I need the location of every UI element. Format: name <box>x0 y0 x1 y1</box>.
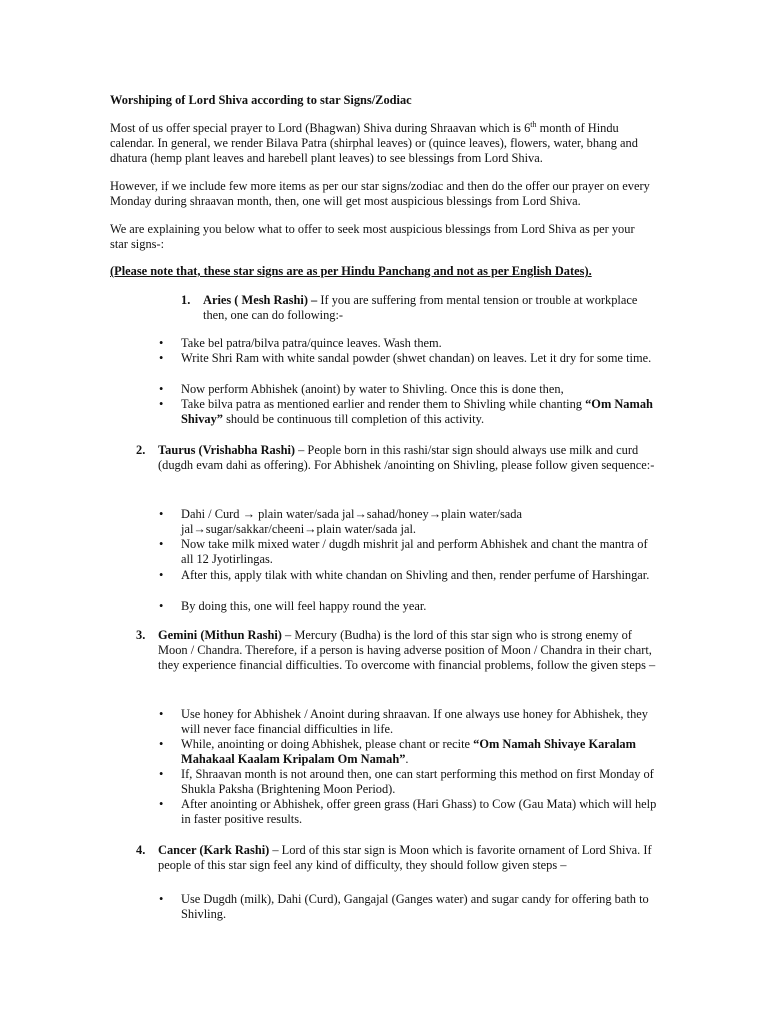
list-item: • Take bilva patra as mentioned earlier and render them to Shivling while chanting “Om Namah Shivay” should be continuous till completion of this activity. <box>159 397 653 427</box>
sign-item-gemini <box>136 628 661 674</box>
list-item: • Now take milk mixed water / dugdh mishrit jal and perform Abhishek and chant the mantra of all 12 Jyotirlingas. <box>159 537 648 567</box>
sign-desc-text: – People born in this rashi/star sign should always use milk and curd (dugdh evam dahi as offering). For Abhishek /anointing on Shivling, please follow given sequence:- <box>158 443 655 473</box>
sign-description <box>181 293 661 323</box>
bullet-icon: • <box>159 737 164 751</box>
bullet-icon: • <box>159 507 164 521</box>
intro-paragraph-1 <box>110 121 660 167</box>
bullet-icon: • <box>159 397 164 411</box>
sign-description <box>136 443 661 473</box>
list-item: • After this, apply tilak with white chandan on Shivling and then, render perfume of Harshingar. <box>159 568 650 582</box>
sign-desc-text: If you are suffering from mental tension or trouble at workplace then, one can do following:- <box>203 293 638 323</box>
sign-item-cancer <box>136 843 661 873</box>
intro-paragraph-2: However, if we include few more items as per our star signs/zodiac and then do the offer our prayer on every Monday during shraavan month, then, one will get most auspicious blessings from Lord Shiva. <box>110 179 650 209</box>
list-item: • After anointing or Abhishek, offer green grass (Hari Ghass) to Cow (Gau Mata) which will help in faster positive results. <box>159 797 657 827</box>
document-title: Worshiping of Lord Shiva according to star Signs/Zodiac <box>110 93 412 107</box>
sign-desc-text: – Lord of this star sign is Moon which is favorite ornament of Lord Shiva. If people of this star sign feel any kind of difficulty, they should follow given steps – <box>158 843 652 873</box>
sign-item-taurus <box>136 443 661 473</box>
bullet-icon: • <box>159 767 164 781</box>
list-item: • Write Shri Ram with white sandal powder (shwet chandan) on leaves. Let it dry for some time. <box>159 351 652 365</box>
bullet-icon: • <box>159 599 164 613</box>
bullet-icon: • <box>159 797 164 811</box>
list-item: • Take bel patra/bilva patra/quince leaves. Wash them. <box>159 336 442 350</box>
sign-number: 1. <box>181 293 191 307</box>
bullet-icon: • <box>159 382 164 396</box>
bullet-icon: • <box>159 568 164 582</box>
list-item: • Use honey for Abhishek / Anoint during shraavan. If one always use honey for Abhishek, they will never face financial difficulties in life. <box>159 707 648 737</box>
intro-p1-superscript: th <box>530 119 537 129</box>
sign-name: Aries ( Mesh Rashi) – <box>203 293 318 307</box>
bullet-icon: • <box>159 892 164 906</box>
list-item: • By doing this, one will feel happy round the year. <box>159 599 427 613</box>
sign-name: Taurus (Vrishabha Rashi) <box>158 443 296 457</box>
intro-paragraph-3: We are explaining you below what to offer to seek most auspicious blessings from Lord Shiva as per your star signs-: <box>110 222 635 252</box>
sign-number: 3. <box>136 628 146 642</box>
list-item: • Now perform Abhishek (anoint) by water to Shivling. Once this is done then, <box>159 382 564 396</box>
sign-number: 2. <box>136 443 146 457</box>
list-item: • If, Shraavan month is not around then, one can start performing this method on first Monday of Shukla Paksha (Brightening Moon Period). <box>159 767 654 797</box>
bullet-icon: • <box>159 707 164 721</box>
sign-name: Cancer (Kark Rashi) <box>158 843 270 857</box>
intro-p1-end: month of Hindu calendar. In general, we render Bilava Patra (shirphal leaves) or (quince leaves), flowers, water, bhang and dhatura (hemp plant leaves and harebell plant leaves) to see blessings from Lord Shiva. <box>110 121 638 166</box>
list-item: • Dahi / Curd → plain water/sada jal→sahad/honey→plain water/sada jal→sugar/sakkar/cheeni→plain water/sada jal. <box>159 507 522 537</box>
bullet-icon: • <box>159 336 164 350</box>
intro-p1-start: Most of us offer special prayer to Lord (Bhagwan) Shiva during Shraavan which is 6 <box>110 121 531 135</box>
sign-description <box>136 628 661 674</box>
sign-description <box>136 843 661 873</box>
list-item: • While, anointing or doing Abhishek, please chant or recite “Om Namah Shivaye Karalam Mahakaal Kaalam Kripalam Om Namah”. <box>159 737 636 767</box>
sign-item-aries <box>181 293 661 323</box>
bullet-icon: • <box>159 537 164 551</box>
list-item: • Use Dugdh (milk), Dahi (Curd), Gangajal (Ganges water) and sugar candy for offering bath to Shivling. <box>159 892 649 922</box>
sign-number: 4. <box>136 843 146 857</box>
bullet-icon: • <box>159 351 164 365</box>
sign-desc-text: – Mercury (Budha) is the lord of this star sign who is strong enemy of Moon / Chandra. Therefore, if a person is having adverse position of Moon / Chandra in their chart, they experience financial difficulties. To overcome with financial problems, follow the given steps – <box>158 628 656 673</box>
panchang-note: (Please note that, these star signs are as per Hindu Panchang and not as per English Dates). <box>110 264 592 278</box>
sign-name: Gemini (Mithun Rashi) <box>158 628 282 642</box>
